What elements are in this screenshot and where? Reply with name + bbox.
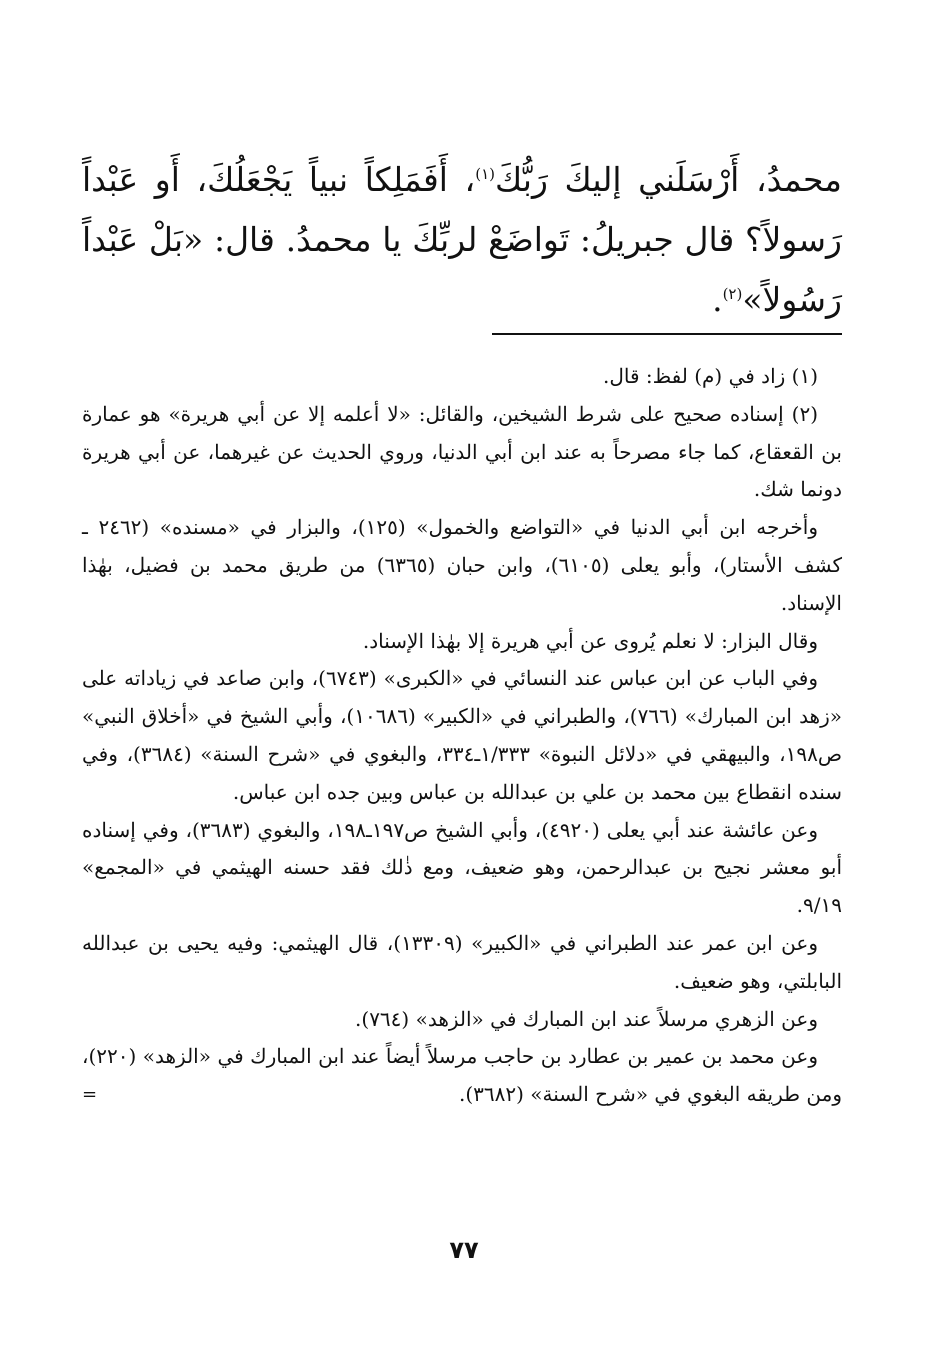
footnote-2-bazzar: وقال البزار: لا نعلم يُروى عن أبي هريرة إلا بهٰذا الإسناد.: [362, 628, 818, 653]
main-text-after: .: [712, 280, 723, 319]
main-paragraph: [82, 150, 842, 330]
main-text-middle: ، أَفَمَلِكاً نبياً يَجْعَلُكَ، أَو عَبْداً رَسولاً؟ قال جبريلُ: تَواضَعْ لربِّكَ يا محمدُ. قال: «بَلْ عَبْداً رَسُولاً»: [82, 160, 842, 319]
continuation-mark: =: [82, 1084, 98, 1106]
footnote-2-ibn-umayr: [82, 1038, 842, 1114]
footnote-2: (٢) إسناده صحيح على شرط الشيخين، والقائل: «لا أعلمه إلا عن أبي هريرة» هو عمارة بن القعقاع، كما جاء مصرحاً به عند ابن أبي الدنيا، وروي الحديث عن غيرهما، عن أبي هريرة دونما شك.: [82, 401, 842, 502]
footnote-2-ibn-abbas: وفي الباب عن ابن عباس عند النسائي في «الكبرى» (٦٧٤٣)، وابن صاعد في زياداته على «زهد ابن المبارك» (٧٦٦)، والطبراني في «الكبير» (١٠٦٨٦)، وأبي الشيخ في «أخلاق النبي» ص١٩٨، والبيهقي في «دلائل النبوة» ١/٣٣٣ـ٣٣٤، والبغوي في «شرح السنة» (٣٦٨٤)، وفي سنده انقطاع بين محمد بن علي بن عبدالله بن عباس وبين جده ابن عباس.: [82, 666, 843, 804]
footnote-ref-1: (١): [475, 165, 495, 183]
footnote-ref-2: (٢): [722, 285, 743, 303]
footnote-2-zuhri: وعن الزهري مرسلاً عند ابن المبارك في «الزهد» (٧٦٤).: [355, 1006, 818, 1031]
page-number: ٧٧: [449, 1236, 479, 1264]
footnote-2-ibn-umar: وعن ابن عمر عند الطبراني في «الكبير» (١٣٣٠٩)، قال الهيثمي: وفيه يحيى بن عبدالله البابلتي، وهو ضعيف.: [82, 930, 842, 993]
footnote-2-ibn-umayr-text: وعن محمد بن عمير بن عطارد بن حاجب مرسلاً أيضاً عند ابن المبارك في «الزهد» (٢٢٠)، ومن طريقه البغوي في «شرح السنة» (٣٦٨٢).: [82, 1044, 842, 1107]
footnote-2-aisha: وعن عائشة عند أبي يعلى (٤٩٢٠)، وأبي الشيخ ص١٩٧ـ١٩٨، والبغوي (٣٦٨٣)، وفي إسناده أبو معشر نجيح بن عبدالرحمن، وهو ضعيف، ومع ذٰلك فقد حسنه الهيثمي في «المجمع» ٩/١٩.: [82, 817, 842, 918]
footnote-1: (١) زاد في (م) لفظ: قال.: [603, 364, 818, 388]
footnote-separator: [492, 333, 842, 335]
footnote-2-takhrij: وأخرجه ابن أبي الدنيا في «التواضع والخمول» (١٢٥)، والبزار في «مسنده» (٢٤٦٢ ـ كشف الأستار)، وأبو يعلى (٦١٠٥)، وابن حبان (٦٣٦٥) من طريق محمد بن فضيل، بهٰذا الإسناد.: [82, 515, 842, 615]
main-text: [82, 150, 842, 330]
main-text-before: محمدُ، أَرْسَلَني إليكَ رَبُّكَ: [495, 160, 842, 199]
footnotes: [82, 358, 842, 1114]
